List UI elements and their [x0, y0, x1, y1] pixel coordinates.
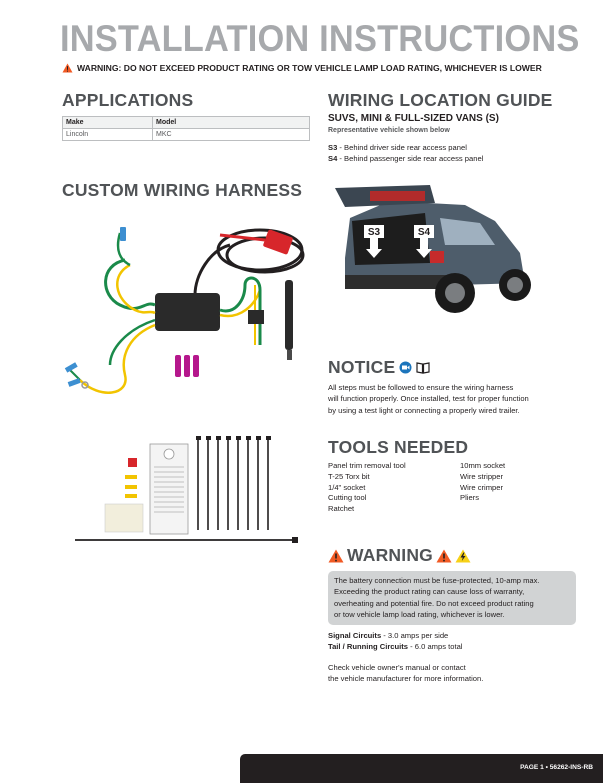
cell-model: MKC: [153, 129, 310, 141]
signal-circuits-line: [328, 630, 462, 641]
warning-box-line: or tow vehicle lamp load rating, whichever is lower.: [334, 610, 505, 620]
list-item: [328, 153, 483, 164]
warning-triangle-icon: [436, 549, 452, 563]
warning-triangle-icon: [328, 549, 344, 563]
warning-triangle-icon: [62, 63, 73, 73]
wiring-guide-note: Representative vehicle shown below: [328, 127, 450, 134]
tail-circuits-label: Tail / Running Circuits: [328, 642, 409, 652]
tool-item: 1/4" socket: [328, 482, 366, 492]
location-description: - Behind passenger side rear access panel: [337, 154, 484, 164]
book-icon: [416, 361, 430, 374]
notice-heading-row: [328, 357, 430, 378]
vehicle-illustration: [330, 183, 533, 321]
warning-box: [328, 571, 576, 625]
tail-circuits-line: [328, 641, 462, 652]
column-header-make: Make: [63, 117, 153, 129]
table-header-row: [63, 117, 310, 129]
location-code: S3: [328, 143, 338, 152]
tools-heading: TOOLS NEEDED: [328, 437, 469, 457]
warning-line: [62, 63, 542, 73]
tool-item: Panel trim removal tool: [328, 461, 406, 470]
applications-heading: APPLICATIONS: [62, 90, 194, 110]
applications-table-wrap: [62, 116, 310, 141]
table-row: [63, 129, 310, 141]
footer-page-label: PAGE 1 • 56262-INS-RB: [520, 764, 593, 771]
tool-item: Wire crimper: [460, 482, 504, 492]
warning-box-line: overheating and potential fire. Do not exceed product rating: [334, 598, 534, 608]
wiring-harness-illustration: [60, 205, 315, 425]
photo-label-s4: S4: [417, 227, 431, 238]
tool-item: T-25 Torx bit: [328, 471, 370, 481]
photo-label-s3: S3: [367, 227, 381, 238]
wiring-guide-list: [328, 142, 483, 165]
notice-text: [328, 382, 529, 416]
cell-make: Lincoln: [63, 129, 153, 141]
footer-bar: [240, 754, 603, 783]
notice-heading: NOTICE: [328, 357, 396, 377]
signal-circuits-label: Signal Circuits: [328, 631, 382, 640]
tool-item: Pliers: [460, 493, 479, 503]
tool-item: 10mm socket: [460, 461, 506, 470]
tool-item: Wire stripper: [460, 471, 504, 481]
applications-table: [62, 116, 310, 141]
check-manual-text: [328, 662, 483, 685]
circuit-ratings: [328, 630, 462, 653]
location-description: - Behind driver side rear access panel: [337, 143, 467, 152]
location-code: S4: [328, 154, 338, 164]
harness-heading: CUSTOM WIRING HARNESS: [62, 180, 303, 200]
video-icon: [399, 361, 412, 374]
wiring-guide-subheading: SUVS, MINI & FULL-SIZED VANS (S): [328, 113, 499, 124]
list-item: [328, 142, 483, 153]
kit-contents-image: [70, 432, 310, 547]
electrical-hazard-icon: [455, 549, 471, 563]
notice-line: will function properly. Once installed, test for proper function: [328, 394, 529, 404]
warning-heading-row: [328, 545, 471, 566]
warning-box-line: Exceeding the product rating can cause loss of warranty,: [334, 587, 525, 597]
notice-line: by using a test light or connecting a properly wired trailer.: [328, 405, 520, 415]
check-line: Check vehicle owner's manual or contact: [328, 663, 466, 672]
tools-list: [328, 461, 560, 513]
warning-box-line: The battery connection must be fuse-protected, 10-amp max.: [334, 576, 540, 585]
tool-item: Cutting tool: [328, 493, 367, 503]
tool-item: Ratchet: [328, 504, 355, 514]
vehicle-photo: [330, 183, 533, 321]
tail-circuits-value: - 6.0 amps total: [408, 642, 463, 652]
warning-line-text: WARNING: DO NOT EXCEED PRODUCT RATING OR TOW VEHICLE LAMP LOAD RATING, WHICHEVER IS LOWER: [77, 63, 542, 73]
signal-circuits-value: - 3.0 amps per side: [381, 631, 449, 640]
wiring-guide-heading: WIRING LOCATION GUIDE: [328, 90, 553, 110]
kit-contents-illustration: [70, 432, 310, 547]
harness-image: [60, 205, 315, 425]
column-header-model: Model: [153, 117, 310, 129]
page-title: INSTALLATION INSTRUCTIONS: [60, 18, 580, 59]
warning-heading: WARNING: [347, 545, 433, 565]
check-line: the vehicle manufacturer for more information.: [328, 674, 484, 684]
notice-line: All steps must be followed to ensure the wiring harness: [328, 383, 514, 392]
